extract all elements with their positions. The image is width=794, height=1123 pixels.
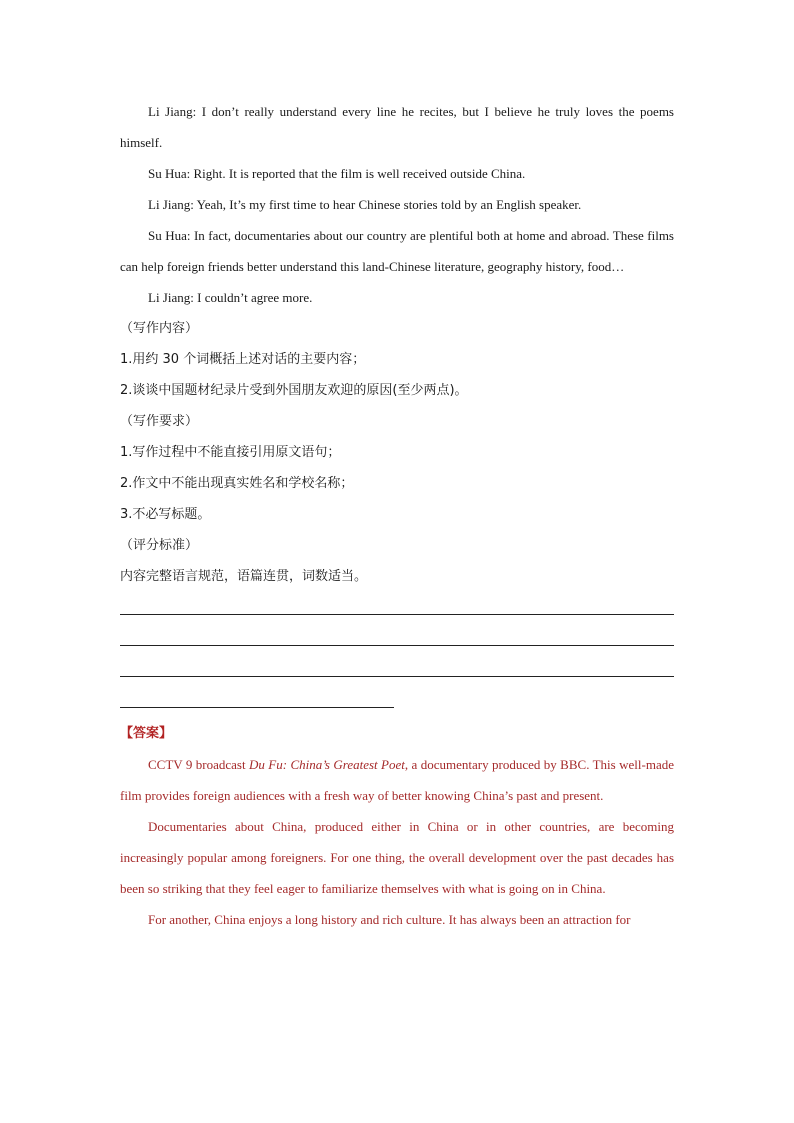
content-item: 2.谈谈中国题材纪录片受到外国朋友欢迎的原因(至少两点)。 [120, 383, 468, 398]
answer-paragraph: For another, China enjoys a long history and rich culture. It has always been an attraction for [148, 912, 631, 927]
speaker-name: Su Hua: [148, 228, 191, 243]
speaker-name: Su Hua: [148, 166, 191, 181]
content-item: 1.用约 30 个词概括上述对话的主要内容； [120, 352, 366, 367]
speaker-name: Li Jiang: [148, 104, 197, 119]
requirement-item: 1.写作过程中不能直接引用原文语句； [120, 445, 341, 460]
requirement-item: 2.作文中不能出现真实姓名和学校名称； [120, 476, 354, 491]
answer-text: , a documentary produced by BBC. This well-made film provides foreign audiences with a fresh way of better knowing China’s past and present. [120, 757, 675, 803]
speaker-name: Li Jiang: [148, 290, 194, 305]
dialogue-line [120, 282, 674, 313]
content-heading: （写作内容） [120, 321, 199, 336]
grading-text: 内容完整语言规范，语篇连贯，词数适当。 [120, 569, 368, 584]
dialogue-line [120, 220, 674, 282]
requirement-item: 3.不必写标题。 [120, 507, 211, 522]
speaker-name: Li Jiang: [148, 197, 194, 212]
grading-heading: （评分标准） [120, 538, 199, 553]
dialogue-text: I couldn’t agree more. [193, 290, 313, 305]
dialogue-text: Yeah, It’s my first time to hear Chinese stories told by an English speaker. [193, 197, 582, 212]
dialogue-text: I don’t really understand every line he recites, but I believe he truly loves the poems himself. [120, 104, 674, 150]
document-page [120, 96, 674, 935]
dialogue-line [120, 158, 674, 189]
dialogue-line [120, 189, 674, 220]
dialogue-line [120, 96, 674, 158]
answer-heading: 【答案】 [120, 726, 173, 741]
dialogue-text: Right. It is reported that the film is well received outside China. [190, 166, 526, 181]
answer-paragraph: Documentaries about China, produced either in China or in other countries, are becoming increasingly popular among foreigners. For one thing, the overall development over the past decades has been so striking that they feel eager to familiarize themselves with what is going on in China. [120, 819, 674, 896]
answer-text: CCTV 9 broadcast [148, 757, 249, 772]
requirement-heading: （写作要求） [120, 414, 199, 429]
answer-paragraph [120, 749, 674, 811]
dialogue-text: In fact, documentaries about our country are plentiful both at home and abroad. These films can help foreign friends better understand this land-Chinese literature, geography history, food… [120, 228, 674, 274]
film-title: Du Fu: China’s Greatest Poet [248, 757, 405, 772]
